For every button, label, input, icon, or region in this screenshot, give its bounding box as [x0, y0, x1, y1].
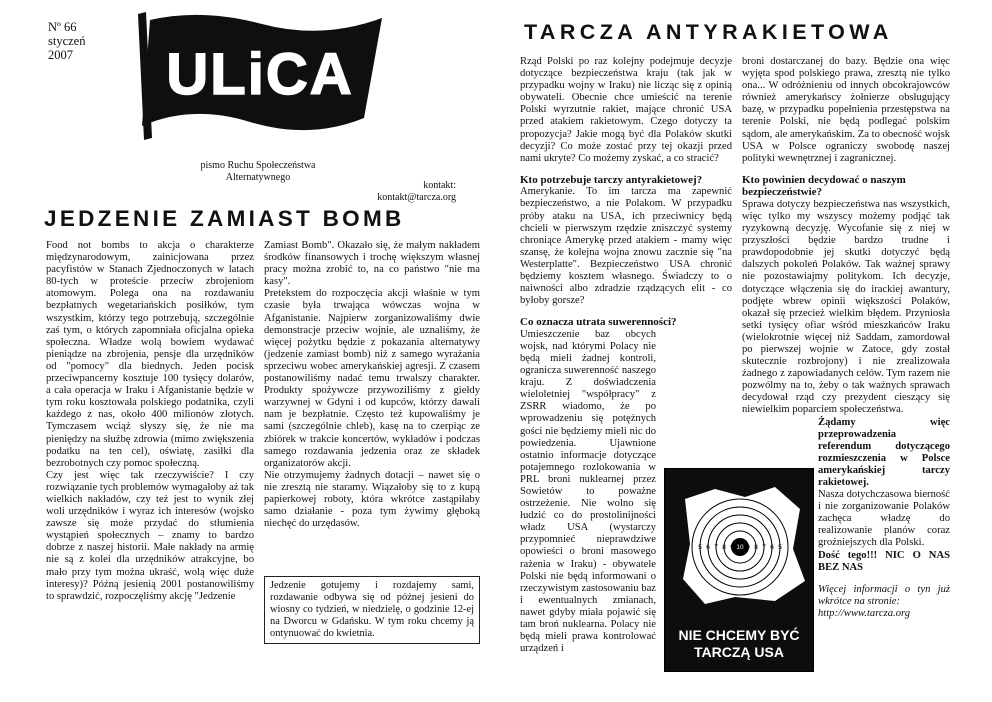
- target-ring-number: 7: [762, 544, 766, 551]
- contact-label: kontakt:: [423, 180, 456, 191]
- target-ring-number: 7: [714, 544, 718, 551]
- paragraph: Amerykanie. To im tarcza ma zapewnić bezpieczeństwo, a nie Polakom. W przypadku próby ataku na USA, ich przeciwnicy będą chcieli w pierwszym rzędzie zniszczyć systemy chroniące Amerykę przed atakiem - mamy więc szansę, że kolejna wojna znowu zacznie się "na Westerplatte". Bezpieczeństwo USA chronić będziemy kosztem własnego. Świadczy to o naiwności albo zdradzie rządzących elit - co byłoby gorsze?: [520, 186, 732, 307]
- target-ring-number: 6: [706, 544, 710, 551]
- more-info: Więcej informacji o tyn już wkrótce na stronie:: [818, 583, 950, 607]
- tagline-line1: pismo Ruchu Społeczeństwa: [200, 160, 316, 171]
- right-article-title: TARCZA ANTYRAKIETOWA: [524, 20, 893, 44]
- logo-text: ULiCA: [166, 42, 354, 107]
- info-box: Jedzenie gotujemy i rozdajemy sami, rozdawanie odbywa się od późnej jesieni do wiosny co tydzień, w niedzielę, o godzinie 12-ej na Dworcu w Gdańsku. W tym roku chcemy ją ontynuować do kwietnia.: [264, 576, 480, 644]
- target-ring-number: 9: [746, 544, 750, 551]
- paragraph: Czy jest więc tak rzeczywiście? I czy rozwiązanie tych problemów wymagałoby aż tak wielkich nakładów, czy też jest to wynik złej woli urzędników i wyraz ich interesów (wojsko zawsze się może przydać do stłumienia wystąpień społecznych – znamy to bardzo dobrze z naszej historii. Małe nakłady na armię nie są z kolei dla urzędników atrakcyjne, bo mało przy tym można ukraść, wolą więc duże interesy)? Późną jesienią 2001 postanowiliśmy to sprawdzić, rozpoczęliśmy akcję "Jedzenie: [46, 469, 254, 602]
- target-ring-number: 6: [770, 544, 774, 551]
- target-ring-number: 5: [698, 544, 702, 551]
- contact-block: [300, 180, 456, 204]
- target-ring-number: 10: [736, 544, 744, 551]
- poster-slogan: [665, 627, 813, 661]
- target-map-icon: [665, 469, 814, 619]
- ulica-logo: [132, 10, 394, 142]
- issue-info: [48, 20, 85, 62]
- paragraph: Pretekstem do rozpoczęcia akcji właśnie w tym czasie była trwająca wówczas wojna w Afganistanie. Najpierw zorganizowaliśmy dwie demonstracje przeciw wojnie, ale uznaliśmy, że więcej pożytku będzie z pokazania alternatywy (jedzenie zamiast bomb) niż z samego wyrażania sprzeciwu wobec amerykańskiej agresji. Z czasem postanowiliśmy nadać temu trwalszy charakter. Produkty spożywcze przywoziliśmy z giełdy warzywnej w Gdyni i od kupców, którzy dawali nam je bezpłatnie. Często też kupowaliśmy je sami (szczególnie chleb), kasę na to czerpiąc ze zbiórek w trakcie koncertów, wykładów i podczas samego rozdawania jedzenia oraz ze składek organizatorów akcji.: [264, 288, 480, 469]
- paragraph: broni dostarczanej do bazy. Będzie ona więc wyjęta spod polskiego prawa, zresztą nie tylko ona... W odróżnieniu od innych obcokrajowców również amerykańscy żołnierze obsługujący bazę, w przypadku popełnienia przestępstwa na terenie Polski, nie będą podlegać polskim sądom, ale amerykańskim. Za to obecność wojsk USA w Polsce ograniczy swobodę naszej polityki wewnętrznej i zagranicznej.: [742, 56, 950, 164]
- subheading: Kto potrzebuje tarczy antyrakietowej?: [520, 173, 703, 186]
- tagline-line2: Alternatywnego: [225, 172, 291, 183]
- slogan-text: Dość tego!!! NIC O NAS BEZ NAS: [818, 549, 950, 573]
- contact-email: kontakt@tarcza.org: [377, 192, 456, 203]
- subheading: Co oznacza utrata suwerenności?: [520, 316, 677, 329]
- intro-paragraph: Rząd Polski po raz kolejny podejmuje decyzje dotyczące bezpieczeństwa kraju (tak jak w przypadku wojny w Iraku) nie licząc się z opinią obywateli. Obecnie chce umieścić na terenie Polski wyrzutnie rakiet, mające chronić USA przed atakiem rakietowym. Czego dotyczy ta propozycja? Jakie mogą być dla Polaków skutki decyzji? Co może zostać przy tej okazji przed nami ukryte? Co możemy zyskać, a co stracić?: [520, 56, 732, 164]
- left-article-title: JEDZENIE ZAMIAST BOMB: [44, 206, 405, 231]
- paragraph: Umieszczenie baz obcych wojsk, nad którymi Polacy nie będą mieli żadnej kontroli, ogranicza suwerenność naszego kraju. Z doświadczenia wieloletniej "współpracy" z ZSRR wiadomo, że po wprowadzeniu się potężnych gości nie będziemy mieli nic do powiedzenia. Ujawnione ostatnio informacje dotyczące potajemnego rozlokowania w PRL broni nuklearnej przez Sowietów to poważne ostrzeżenie. Nie wolno się łudzić co do prostolinijności władz USA (wystarczy przypomnieć nieprawdziwe opowieści o broni masowego rażenia w Iraku) - obywatele Polski nie będą informowani o rzeczywistym zastosowaniu baz i ewentualnych zmianach, nawet gdyby miała pojawić się tam broń nuklearna. Polacy nie będą mieli prawa kontrolować urządzeń i: [520, 328, 656, 655]
- left-article-column-2: [264, 240, 480, 530]
- target-ring-number: 8: [722, 544, 726, 551]
- target-ring-number: 9: [730, 544, 734, 551]
- paragraph: Zamiast Bomb". Okazało się, że małym nakładem środków finansowych i trochę większym własnej pracy można zrobić to, na co państwo "nie ma kasy".: [264, 240, 480, 288]
- subheading: Kto powinien decydować o naszym bezpieczeństwie?: [742, 173, 906, 199]
- paragraph: Nasza dotychczasowa bierność i nie zorganizowanie Polaków zachęca władzę do realizowanie planów coraz groźniejszych dla Polski.: [818, 489, 950, 549]
- target-ring-number: 8: [754, 544, 758, 551]
- target-ring-number: 5: [778, 544, 782, 551]
- website-url: http://www.tarcza.org: [818, 607, 911, 619]
- paragraph: Nie otrzymujemy żadnych dotacji – nawet się o nie zresztą nie staramy. Wiązałoby się to z kupą papierkowej roboty, która wkrótce zastąpiłaby samo działanie - poza tym żywimy głęboką niechęć do urzędasów.: [264, 469, 480, 530]
- paragraph: Food not bombs to akcja o charakterze międzynarodowym, zainicjowana przez pacyfistów w Stanach Zjednoczonych w latach 80-tych w proteście przeciw zbrojeniom atomowym. Polega ona na rozdawaniu bezpłatnych wegetariańskich posiłków, tym wszystkim, którzy tego potrzebują, szczególnie zaś tym, o których zapomniała oficjalna opieka społeczna. Władze wolą bowiem wydawać pieniądze na zbrojenia, pensje dla urzędników od "pomocy" dla biednych. Jeden pocisk przeciwpancerny kosztuje 100 tysięcy dolarów, a cała operacja w Iraku i Afganistanie będzie w tym roku kosztowała polskiego podatnika, czyli każdego z nas, około 400 milionów złotych. Tymczasem wciąż słyszy się, że nie ma pieniędzy na służbę zdrowia (mimo zwiększenia podatku na ten cel), oświatę, zasiłki dla bezrobotnych czy pomoc społeczną.: [46, 240, 254, 469]
- poster-line-1: NIE CHCEMY BYĆ: [678, 627, 800, 643]
- issue-year: 2007: [48, 48, 73, 62]
- target-poster: [664, 468, 814, 672]
- issue-number: Nº 66: [48, 20, 77, 34]
- issue-month: styczeń: [48, 34, 86, 48]
- poster-line-2: TARCZĄ USA: [694, 644, 784, 660]
- demand-paragraph: Żądamy więc przeprowadzenia referendum dotyczącego rozmieszczenia w Polsce amerykańskiej tarczy rakietowej.: [818, 416, 950, 488]
- left-article-column-1: [46, 240, 254, 603]
- paragraph: Sprawa dotyczy bezpieczeństwa nas wszystkich, więc tylko my wszyscy możemy podjąć tak ryzykowną decyzję. Wycofanie się z niej w przyszłości będzie bardzo trudne i prawdopodobnie jej skutki dotyczyć będą dalszych pokoleń Polaków. Tak ważnej sprawy nie pozostawiajmy politykom. Ich decyzje, dotyczące włączenia się do irackiej awantury, podjęte wbrew opinii większości Polaków, okazał się przecież wielkim błędem. Przyniosła setki tysięcy ofiar wśród mieszkańców Iraku (wielokrotnie więcej niż Saddam, zamordował po pierwszej wojnie w Zatoce, gdy został skutecznie rozbrojony) i nie zrealizowała żadnego z zapowiadanych celów. Tym razem nie pozwólmy na to, żeby o tak ważnych sprawach decydował rząd czy prezydent cieszący się niewielkim poparciem społeczeństwa.: [742, 198, 950, 416]
